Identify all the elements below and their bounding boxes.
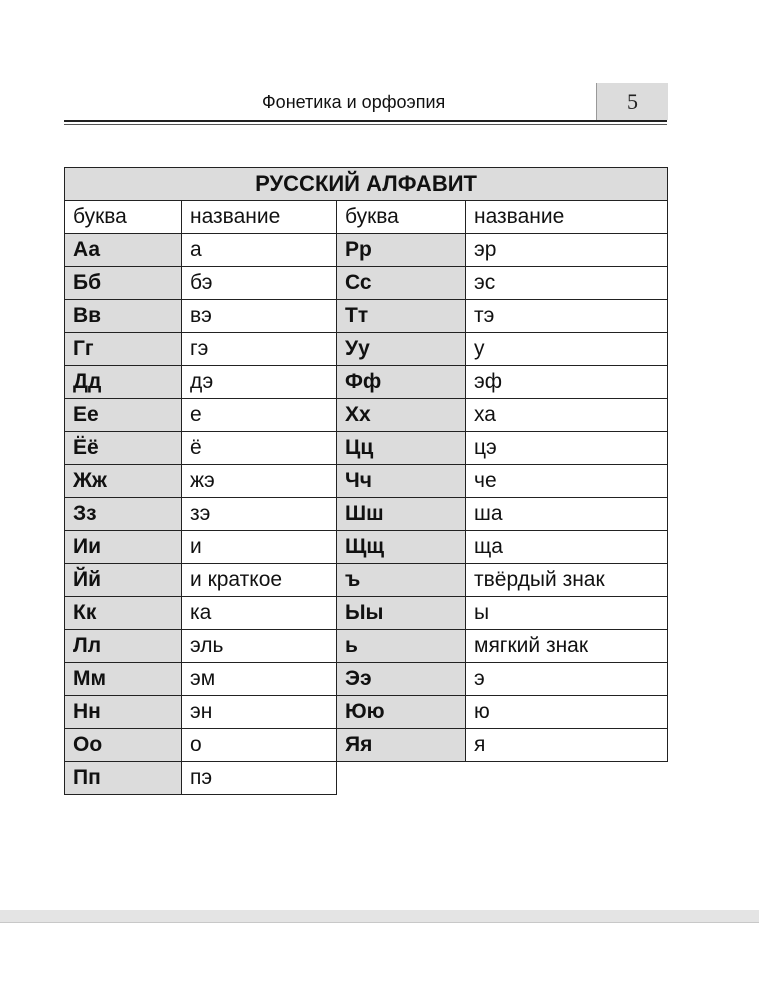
- letter-cell: Зз: [65, 498, 182, 531]
- letter-cell: Оо: [65, 729, 182, 762]
- column-header-letter: буква: [337, 201, 466, 234]
- table-row: [65, 366, 668, 399]
- letter-name-cell: мягкий знак: [466, 630, 668, 663]
- header-rule-thin: [64, 124, 667, 125]
- letter-name-cell: ё: [182, 432, 337, 465]
- letter-cell: Цц: [337, 432, 466, 465]
- letter-name-cell: дэ: [182, 366, 337, 399]
- letter-cell: Гг: [65, 333, 182, 366]
- letter-name-cell: э: [466, 663, 668, 696]
- letter-cell: Дд: [65, 366, 182, 399]
- letter-name-cell: вэ: [182, 300, 337, 333]
- letter-cell: Мм: [65, 663, 182, 696]
- column-header-letter: буква: [65, 201, 182, 234]
- letter-name-cell: ы: [466, 597, 668, 630]
- column-header-name: название: [182, 201, 337, 234]
- page-number: 5: [596, 83, 668, 120]
- letter-name-cell: ща: [466, 531, 668, 564]
- letter-cell: Чч: [337, 465, 466, 498]
- letter-cell: Ыы: [337, 597, 466, 630]
- letter-cell: Кк: [65, 597, 182, 630]
- table-title-row: [65, 168, 668, 201]
- letter-name-cell: зэ: [182, 498, 337, 531]
- empty-cell: [466, 762, 668, 795]
- letter-cell: Рр: [337, 234, 466, 267]
- table-title: РУССКИЙ АЛФАВИТ: [65, 168, 668, 201]
- table-row: [65, 696, 668, 729]
- letter-name-cell: у: [466, 333, 668, 366]
- letter-name-cell: пэ: [182, 762, 337, 795]
- letter-cell: Лл: [65, 630, 182, 663]
- letter-name-cell: гэ: [182, 333, 337, 366]
- letter-name-cell: ка: [182, 597, 337, 630]
- table-row: [65, 498, 668, 531]
- table-row: [65, 531, 668, 564]
- letter-cell: Сс: [337, 267, 466, 300]
- table-row: [65, 630, 668, 663]
- letter-cell: Бб: [65, 267, 182, 300]
- table-row: [65, 663, 668, 696]
- letter-cell: Пп: [65, 762, 182, 795]
- table-row: [65, 465, 668, 498]
- letter-name-cell: о: [182, 729, 337, 762]
- footer-band: [0, 910, 759, 923]
- letter-cell: Юю: [337, 696, 466, 729]
- letter-cell: Ии: [65, 531, 182, 564]
- letter-cell: ь: [337, 630, 466, 663]
- letter-cell: Шш: [337, 498, 466, 531]
- table-row: [65, 300, 668, 333]
- table-row: [65, 432, 668, 465]
- letter-name-cell: ю: [466, 696, 668, 729]
- table-row: [65, 234, 668, 267]
- column-header-row: [65, 201, 668, 234]
- letter-name-cell: и краткое: [182, 564, 337, 597]
- letter-cell: Яя: [337, 729, 466, 762]
- letter-name-cell: эр: [466, 234, 668, 267]
- letter-cell: Ёё: [65, 432, 182, 465]
- letter-cell: ъ: [337, 564, 466, 597]
- letter-name-cell: ха: [466, 399, 668, 432]
- table-row: [65, 267, 668, 300]
- letter-cell: Вв: [65, 300, 182, 333]
- letter-name-cell: эс: [466, 267, 668, 300]
- letter-cell: Щщ: [337, 531, 466, 564]
- letter-name-cell: че: [466, 465, 668, 498]
- letter-name-cell: а: [182, 234, 337, 267]
- section-title: Фонетика и орфоэпия: [262, 92, 446, 112]
- empty-cell: [337, 762, 466, 795]
- table-row: [65, 333, 668, 366]
- letter-name-cell: эль: [182, 630, 337, 663]
- table-row: [65, 399, 668, 432]
- letter-cell: Фф: [337, 366, 466, 399]
- letter-name-cell: тэ: [466, 300, 668, 333]
- header-rule: [64, 120, 667, 122]
- letter-cell: Йй: [65, 564, 182, 597]
- letter-cell: Уу: [337, 333, 466, 366]
- table-row: [65, 762, 668, 795]
- letter-name-cell: жэ: [182, 465, 337, 498]
- letter-name-cell: бэ: [182, 267, 337, 300]
- alphabet-table: [64, 167, 668, 795]
- letter-cell: Аа: [65, 234, 182, 267]
- letter-name-cell: эн: [182, 696, 337, 729]
- table-row: [65, 564, 668, 597]
- letter-name-cell: цэ: [466, 432, 668, 465]
- alphabet-table-body: [65, 234, 668, 795]
- table-row: [65, 729, 668, 762]
- letter-cell: Ээ: [337, 663, 466, 696]
- letter-name-cell: и: [182, 531, 337, 564]
- letter-name-cell: эф: [466, 366, 668, 399]
- letter-cell: Жж: [65, 465, 182, 498]
- column-header-name: название: [466, 201, 668, 234]
- letter-name-cell: твёрдый знак: [466, 564, 668, 597]
- letter-cell: Ее: [65, 399, 182, 432]
- letter-name-cell: е: [182, 399, 337, 432]
- letter-name-cell: эм: [182, 663, 337, 696]
- letter-cell: Нн: [65, 696, 182, 729]
- letter-name-cell: ша: [466, 498, 668, 531]
- letter-name-cell: я: [466, 729, 668, 762]
- table-row: [65, 597, 668, 630]
- letter-cell: Тт: [337, 300, 466, 333]
- letter-cell: Хх: [337, 399, 466, 432]
